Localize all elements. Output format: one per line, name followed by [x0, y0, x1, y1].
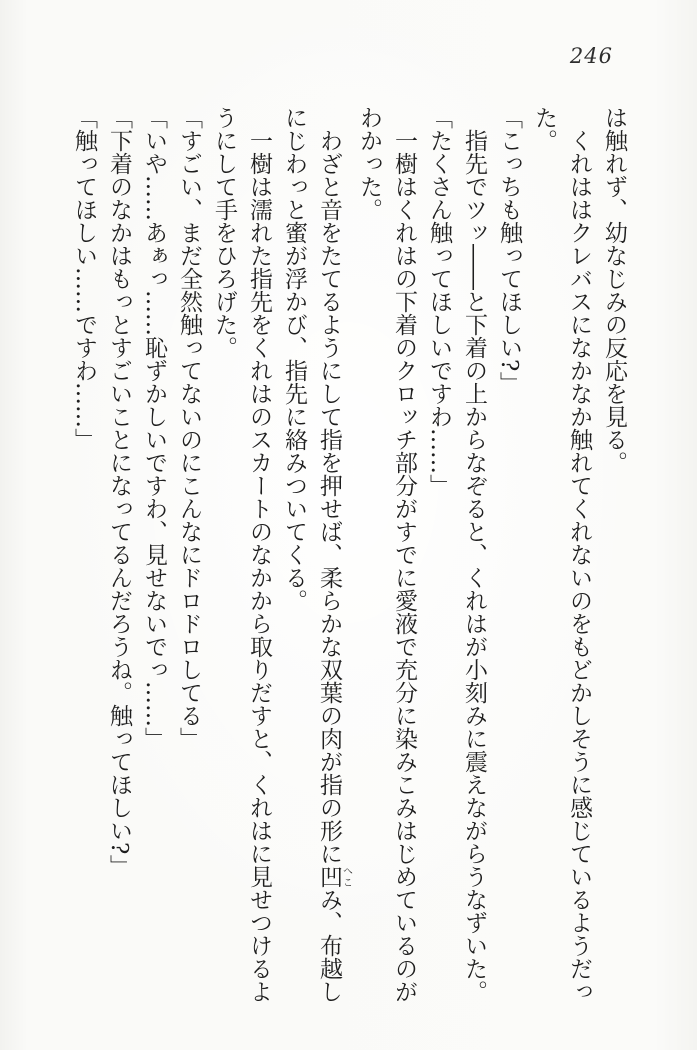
paragraph-3: 「こっちも触ってほしい?」	[496, 106, 522, 395]
paragraph-6: 一樹はくれはの下着のクロッチ部分がすでに愛液で充分に染みこみはじめているのがわかった。	[356, 106, 417, 1003]
page-number: 246	[569, 44, 613, 68]
text-block	[66, 106, 631, 1004]
paragraph-10: 「いや……あぁっ……恥ずかしいですわ、見せないでっ……」	[141, 106, 167, 750]
paragraph-12: 「触ってほしい……ですわ……」	[71, 106, 97, 451]
paragraph-1: は触れず、幼なじみの反応を見る。	[601, 106, 627, 474]
paragraph-9: 「すごい、まだ全然触ってないのにこんなにドロドロしてる」	[176, 106, 202, 750]
paragraph-11: 「下着のなかはもっとすごいことになってるんだろうね。触ってほしい?」	[106, 106, 132, 878]
paragraph-8: 一樹は濡れた指先をくれはのスカートのなかから取りだすと、くれはに見せつけるようにして手をひろげた。	[211, 106, 272, 1003]
ruby-annotation: 凹へこ	[316, 865, 352, 888]
paragraph-7: わざと音をたてるようにして指を押せば、柔らかな双葉の肉が指の形に凹へこみ、布越しにじわっと蜜が浮かび、指先に絡みついてくる。	[281, 106, 352, 1003]
paragraph-2: くれははクレバスになかなか触れてくれないのをもどかしそうに感じているようだった。	[531, 106, 592, 1003]
paragraph-5: 「たくさん触ってほしいですわ……」	[426, 106, 452, 497]
paragraph-4: 指先でツッ――と下着の上からなぞると、くれはが小刻みに震えながらうなずいた。	[461, 129, 487, 1003]
